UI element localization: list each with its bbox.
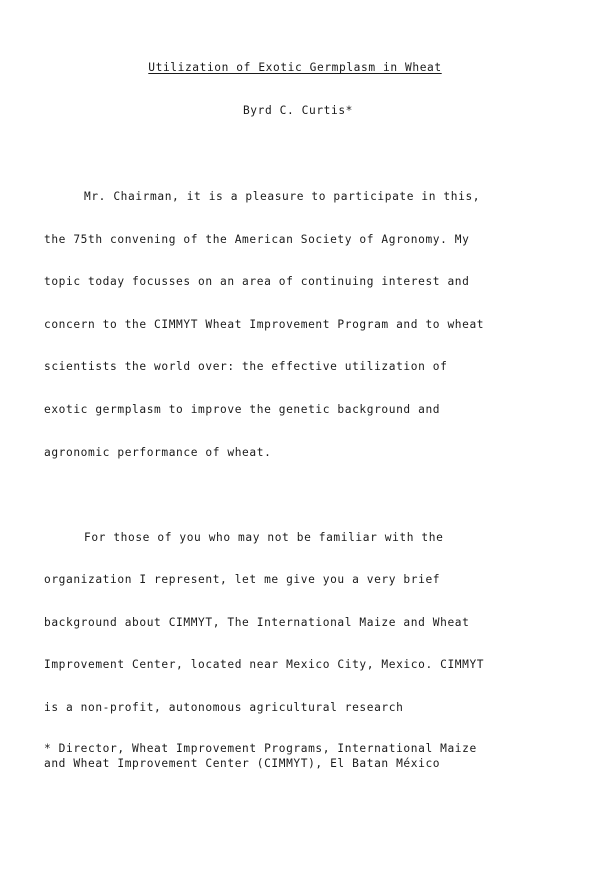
paragraph-2-line-4: Improvement Center, located near Mexico City, Mexico. CIMMYT [44, 658, 485, 671]
document-author: Byrd C. Curtis* [242, 104, 354, 117]
paragraph-2-line-5: is a non-profit, autonomous agricultural research [44, 701, 404, 714]
footnote-line-1: * Director, Wheat Improvement Programs, International Maize [44, 742, 477, 755]
paragraph-2-line-3: background about CIMMYT, The International Maize and Wheat [44, 616, 470, 629]
paragraph-1-line-1: Mr. Chairman, it is a pleasure to participate in this, [84, 190, 481, 203]
paragraph-1-line-5: scientists the world over: the effective utilization of [44, 360, 448, 373]
paragraph-1-line-7: agronomic performance of wheat. [44, 446, 272, 459]
paragraph-2-line-1: For those of you who may not be familiar with the [84, 531, 444, 544]
paragraph-1-line-4: concern to the CIMMYT Wheat Improvement Program and to wheat [44, 318, 485, 331]
paragraph-1-line-2: the 75th convening of the American Society of Agronomy. My [44, 233, 470, 246]
footnote-line-2: and Wheat Improvement Center (CIMMYT), El Batan México [44, 757, 441, 770]
paragraph-2-line-2: organization I represent, let me give you a very brief [44, 573, 441, 586]
document-title: Utilization of Exotic Germplasm in Wheat [148, 61, 442, 74]
paragraph-1-line-6: exotic germplasm to improve the genetic background and [44, 403, 441, 416]
paragraph-1-line-3: topic today focusses on an area of continuing interest and [44, 275, 470, 288]
